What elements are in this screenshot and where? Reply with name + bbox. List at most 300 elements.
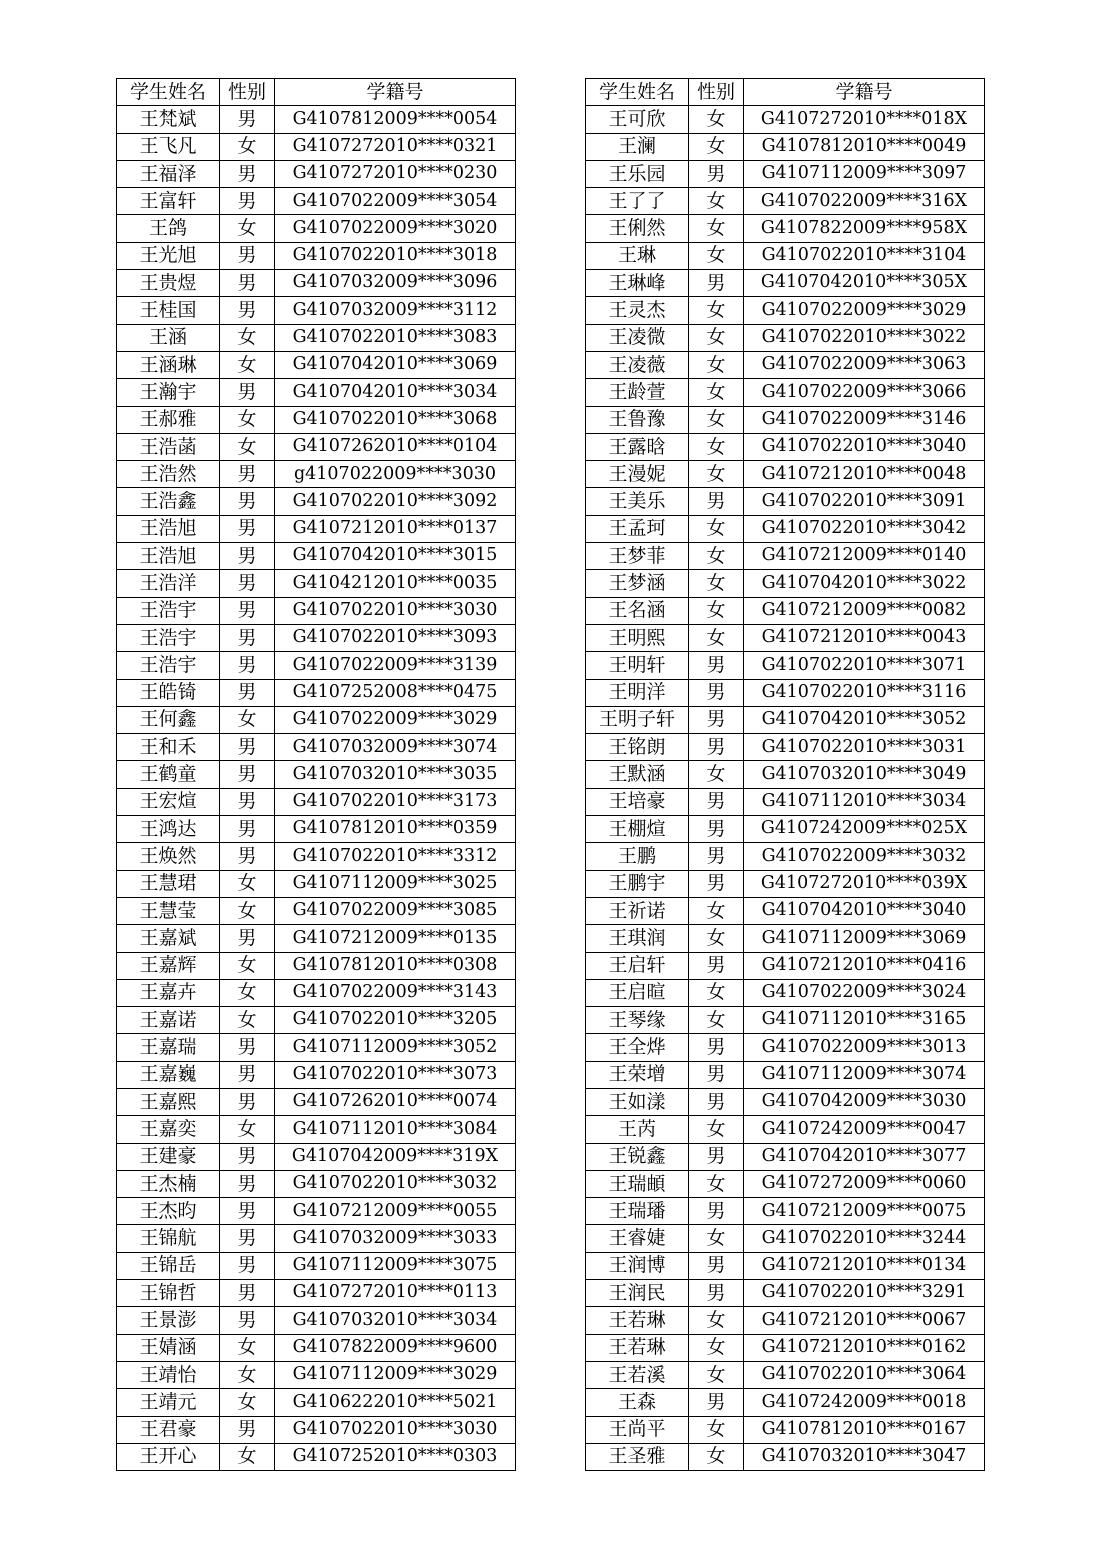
table-row [117, 1061, 516, 1088]
gender-cell: 男 [220, 379, 275, 406]
student-name-cell: 王慧珺 [117, 870, 220, 897]
student-id-cell: G4107022009****3020 [275, 215, 516, 242]
student-id-cell: G4107022010****3291 [744, 1280, 985, 1307]
table-row [117, 788, 516, 815]
table-row [586, 1334, 985, 1361]
student-name-cell: 王慧莹 [117, 897, 220, 924]
student-name-cell: 王尚平 [586, 1416, 689, 1443]
student-id-cell: G4107112009****3069 [744, 925, 985, 952]
gender-cell: 男 [220, 1307, 275, 1334]
student-id-cell: G4107242009****0018 [744, 1389, 985, 1416]
table-row [117, 543, 516, 570]
table-row [586, 515, 985, 542]
gender-cell: 男 [220, 788, 275, 815]
student-name-cell: 王凌微 [586, 324, 689, 351]
student-name-cell: 王郝雅 [117, 406, 220, 433]
gender-cell: 女 [689, 133, 744, 160]
student-id-cell: G4107022009****3066 [744, 379, 985, 406]
table-row [117, 706, 516, 733]
student-id-cell: G4107812010****0049 [744, 133, 985, 160]
student-id-cell: G4107042010****305X [744, 270, 985, 297]
student-id-cell: G4106222010****5021 [275, 1389, 516, 1416]
student-id-cell: G4107212009****0082 [744, 597, 985, 624]
table-row [117, 1088, 516, 1115]
student-id-cell: G4107022010****3068 [275, 406, 516, 433]
student-id-cell: G4107272010****0321 [275, 133, 516, 160]
table-row [117, 979, 516, 1006]
table-row [117, 652, 516, 679]
student-name-cell: 王嘉瑞 [117, 1034, 220, 1061]
student-name-cell: 王鹏 [586, 843, 689, 870]
student-name-cell: 王杰楠 [117, 1170, 220, 1197]
student-name-cell: 王靖元 [117, 1389, 220, 1416]
table-row [117, 1280, 516, 1307]
student-name-cell: 王如漾 [586, 1088, 689, 1115]
student-name-cell: 王荣增 [586, 1061, 689, 1088]
student-name-cell: 王凌薇 [586, 351, 689, 378]
gender-cell: 女 [689, 515, 744, 542]
table-row [117, 1334, 516, 1361]
gender-cell: 男 [689, 952, 744, 979]
table-row [586, 1061, 985, 1088]
table-row [117, 1361, 516, 1388]
table-row [586, 570, 985, 597]
student-name-cell: 王涵琳 [117, 351, 220, 378]
student-name-cell: 王棚煊 [586, 816, 689, 843]
student-id-cell: G4107112010****3165 [744, 1007, 985, 1034]
student-name-cell: 王琳峰 [586, 270, 689, 297]
gender-cell: 女 [220, 1443, 275, 1470]
gender-cell: 男 [220, 843, 275, 870]
student-id-cell: G4107022009****3024 [744, 979, 985, 1006]
student-id-cell: G4107022010****3092 [275, 488, 516, 515]
gender-cell: 男 [220, 1143, 275, 1170]
student-name-cell: 王浩旭 [117, 543, 220, 570]
student-name-cell: 王了了 [586, 188, 689, 215]
student-name-cell: 王浩鑫 [117, 488, 220, 515]
table-row [586, 1143, 985, 1170]
student-id-cell: G4107042010****3022 [744, 570, 985, 597]
gender-cell: 男 [220, 160, 275, 187]
student-name-cell: 王若溪 [586, 1361, 689, 1388]
table-row [117, 461, 516, 488]
student-id-cell: G4107022010****3091 [744, 488, 985, 515]
gender-cell: 女 [220, 133, 275, 160]
student-id-cell: G4107022010****3244 [744, 1225, 985, 1252]
student-name-cell: 王培豪 [586, 788, 689, 815]
student-name-cell: 王浩宇 [117, 652, 220, 679]
gender-cell: 女 [220, 406, 275, 433]
gender-cell: 女 [689, 1334, 744, 1361]
student-id-cell: G4107822009****9600 [275, 1334, 516, 1361]
student-id-cell: G4107032009****3112 [275, 297, 516, 324]
table-row [117, 897, 516, 924]
table-row [586, 1198, 985, 1225]
student-name-cell: 王启暄 [586, 979, 689, 1006]
student-name-cell: 王浩宇 [117, 597, 220, 624]
table-row [117, 952, 516, 979]
student-name-cell: 王景澎 [117, 1307, 220, 1334]
student-id-cell: G4107042010****3040 [744, 897, 985, 924]
table-row [117, 215, 516, 242]
student-name-cell: 王嘉诺 [117, 1007, 220, 1034]
table-row [117, 106, 516, 133]
table-row [117, 1389, 516, 1416]
table-row [117, 1252, 516, 1279]
student-name-cell: 王皓锜 [117, 679, 220, 706]
student-id-cell: G4107212010****0048 [744, 461, 985, 488]
student-name-cell: 王嘉斌 [117, 925, 220, 952]
gender-cell: 女 [689, 188, 744, 215]
gender-cell: 男 [220, 270, 275, 297]
table-row [586, 734, 985, 761]
student-name-cell: 王鹏宇 [586, 870, 689, 897]
table-row [117, 597, 516, 624]
table-row [117, 734, 516, 761]
student-table-left [116, 78, 516, 1471]
student-name-cell: 王锦航 [117, 1225, 220, 1252]
student-name-cell: 王宏煊 [117, 788, 220, 815]
table-row [586, 433, 985, 460]
table-row [117, 624, 516, 651]
student-id-cell: G4107032010****3034 [275, 1307, 516, 1334]
student-id-cell: G4107812009****0054 [275, 106, 516, 133]
gender-cell: 男 [220, 624, 275, 651]
student-id-cell: G4107042010****3069 [275, 351, 516, 378]
student-name-cell: 王森 [586, 1389, 689, 1416]
gender-cell: 男 [220, 679, 275, 706]
student-id-cell: G4107022010****3312 [275, 843, 516, 870]
student-id-cell: G4107212009****0055 [275, 1198, 516, 1225]
student-name-cell: 王启轩 [586, 952, 689, 979]
gender-cell: 女 [220, 215, 275, 242]
student-name-cell: 王芮 [586, 1116, 689, 1143]
gender-cell: 男 [220, 734, 275, 761]
student-name-cell: 王锦哲 [117, 1280, 220, 1307]
gender-cell: 男 [689, 1034, 744, 1061]
student-name-cell: 王梵斌 [117, 106, 220, 133]
gender-cell: 男 [220, 570, 275, 597]
table-row [586, 270, 985, 297]
table-row [117, 843, 516, 870]
student-name-cell: 王明子轩 [586, 706, 689, 733]
student-id-cell: G4107022009****3054 [275, 188, 516, 215]
gender-cell: 男 [220, 488, 275, 515]
student-name-cell: 王婧涵 [117, 1334, 220, 1361]
student-name-cell: 王君豪 [117, 1416, 220, 1443]
student-id-cell: G4107022009****3032 [744, 843, 985, 870]
student-name-cell: 王富轩 [117, 188, 220, 215]
student-name-cell: 王龄萱 [586, 379, 689, 406]
gender-cell: 男 [689, 843, 744, 870]
student-name-cell: 王嘉熙 [117, 1088, 220, 1115]
table-row [586, 106, 985, 133]
student-name-cell: 王鹤童 [117, 761, 220, 788]
gender-cell: 女 [689, 215, 744, 242]
student-id-cell: G4107262010****0074 [275, 1088, 516, 1115]
student-id-cell: G4107212010****0137 [275, 515, 516, 542]
gender-cell: 女 [689, 597, 744, 624]
header-student-id: 学籍号 [744, 79, 985, 106]
table-row [586, 160, 985, 187]
table-row [117, 1170, 516, 1197]
gender-cell: 男 [689, 1198, 744, 1225]
table-row [117, 570, 516, 597]
student-id-cell: G4107112010****3034 [744, 788, 985, 815]
student-id-cell: G4107252008****0475 [275, 679, 516, 706]
student-name-cell: 王浩然 [117, 461, 220, 488]
gender-cell: 男 [220, 925, 275, 952]
gender-cell: 女 [220, 324, 275, 351]
student-id-cell: G4107212010****0162 [744, 1334, 985, 1361]
table-row [586, 624, 985, 651]
gender-cell: 女 [689, 379, 744, 406]
student-name-cell: 王飞凡 [117, 133, 220, 160]
table-row [586, 1307, 985, 1334]
table-row [117, 1007, 516, 1034]
table-row [586, 242, 985, 269]
gender-cell: 女 [689, 979, 744, 1006]
student-name-cell: 王浩洋 [117, 570, 220, 597]
gender-cell: 女 [220, 433, 275, 460]
table-row [117, 1034, 516, 1061]
student-id-cell: G4107272010****0230 [275, 160, 516, 187]
table-row [586, 379, 985, 406]
student-id-cell: G4107212009****0075 [744, 1198, 985, 1225]
gender-cell: 女 [220, 870, 275, 897]
student-id-cell: G4107022009****3143 [275, 979, 516, 1006]
gender-cell: 女 [689, 543, 744, 570]
gender-cell: 男 [689, 488, 744, 515]
student-name-cell: 王祈诺 [586, 897, 689, 924]
gender-cell: 女 [689, 106, 744, 133]
gender-cell: 男 [220, 1061, 275, 1088]
table-row [586, 870, 985, 897]
student-id-cell: G4107042010****3015 [275, 543, 516, 570]
student-name-cell: 王圣雅 [586, 1443, 689, 1470]
gender-cell: 男 [220, 1170, 275, 1197]
student-id-cell: G4107212010****0134 [744, 1252, 985, 1279]
gender-cell: 女 [220, 1389, 275, 1416]
table-row [586, 706, 985, 733]
table-row [586, 788, 985, 815]
table-row [586, 215, 985, 242]
student-name-cell: 王可欣 [586, 106, 689, 133]
table-row [586, 1416, 985, 1443]
gender-cell: 女 [689, 1307, 744, 1334]
student-id-cell: G4107032009****3074 [275, 734, 516, 761]
student-id-cell: G4107112009****3029 [275, 1361, 516, 1388]
student-name-cell: 王梦涵 [586, 570, 689, 597]
header-gender: 性别 [220, 79, 275, 106]
student-name-cell: 王明轩 [586, 652, 689, 679]
table-row [586, 488, 985, 515]
student-id-cell: G4107272010****018X [744, 106, 985, 133]
student-name-cell: 王梦菲 [586, 543, 689, 570]
student-id-cell: G4107022010****3030 [275, 1416, 516, 1443]
student-id-cell: G4107022010****3083 [275, 324, 516, 351]
table-row [586, 925, 985, 952]
gender-cell: 男 [220, 1198, 275, 1225]
table-row [117, 1307, 516, 1334]
header-gender: 性别 [689, 79, 744, 106]
gender-cell: 男 [220, 761, 275, 788]
student-name-cell: 王润博 [586, 1252, 689, 1279]
student-name-cell: 王露晗 [586, 433, 689, 460]
gender-cell: 女 [689, 324, 744, 351]
table-row [117, 133, 516, 160]
student-id-cell: G4107272010****0113 [275, 1280, 516, 1307]
student-name-cell: 王和禾 [117, 734, 220, 761]
table-row [586, 1088, 985, 1115]
gender-cell: 女 [689, 433, 744, 460]
table-row [117, 1198, 516, 1225]
table-row [586, 188, 985, 215]
table-row [117, 433, 516, 460]
gender-cell: 女 [689, 1007, 744, 1034]
table-header-row [586, 79, 985, 106]
gender-cell: 男 [689, 270, 744, 297]
student-id-cell: G4107022009****3146 [744, 406, 985, 433]
student-id-cell: G4107272010****039X [744, 870, 985, 897]
table-row [586, 816, 985, 843]
table-row [117, 1443, 516, 1470]
student-name-cell: 王澜 [586, 133, 689, 160]
gender-cell: 女 [220, 897, 275, 924]
student-table-right [585, 78, 985, 1471]
table-row [117, 761, 516, 788]
student-id-cell: G4107812010****0359 [275, 816, 516, 843]
gender-cell: 女 [220, 979, 275, 1006]
gender-cell: 男 [689, 652, 744, 679]
table-row [586, 324, 985, 351]
student-name-cell: 王靖怡 [117, 1361, 220, 1388]
table-row [586, 679, 985, 706]
student-name-cell: 王浩菡 [117, 433, 220, 460]
student-id-cell: G4107022009****3085 [275, 897, 516, 924]
student-id-cell: G4107022009****3139 [275, 652, 516, 679]
table-row [117, 515, 516, 542]
table-row [117, 679, 516, 706]
table-row [586, 843, 985, 870]
table-row [586, 1116, 985, 1143]
table-row [586, 761, 985, 788]
student-name-cell: 王嘉奕 [117, 1116, 220, 1143]
gender-cell: 男 [220, 297, 275, 324]
table-row [586, 897, 985, 924]
student-id-cell: G4107032009****3033 [275, 1225, 516, 1252]
student-id-cell: G4107022010****3042 [744, 515, 985, 542]
student-name-cell: 王琳 [586, 242, 689, 269]
gender-cell: 男 [689, 816, 744, 843]
gender-cell: 男 [220, 1034, 275, 1061]
table-row [117, 1225, 516, 1252]
gender-cell: 男 [689, 679, 744, 706]
student-name-cell: 王桂国 [117, 297, 220, 324]
table-row [117, 324, 516, 351]
table-row [117, 870, 516, 897]
student-id-cell: G4107812010****0167 [744, 1416, 985, 1443]
student-id-cell: G4107022010****3040 [744, 433, 985, 460]
table-row [117, 1143, 516, 1170]
student-id-cell: G4107022009****3029 [744, 297, 985, 324]
header-student-name: 学生姓名 [586, 79, 689, 106]
student-id-cell: G4107112010****3084 [275, 1116, 516, 1143]
table-row [117, 297, 516, 324]
student-id-cell: G4107272009****0060 [744, 1170, 985, 1197]
table-row [586, 351, 985, 378]
student-id-cell: G4107022009****3063 [744, 351, 985, 378]
gender-cell: 男 [689, 1061, 744, 1088]
student-name-cell: 王锦岳 [117, 1252, 220, 1279]
student-id-cell: G4107022009****3029 [275, 706, 516, 733]
student-name-cell: 王何鑫 [117, 706, 220, 733]
student-name-cell: 王美乐 [586, 488, 689, 515]
table-row [117, 925, 516, 952]
student-id-cell: G4107022009****316X [744, 188, 985, 215]
student-id-cell: G4107022010****3173 [275, 788, 516, 815]
table-row [586, 461, 985, 488]
student-id-cell: G4107022010****3116 [744, 679, 985, 706]
student-name-cell: 王明洋 [586, 679, 689, 706]
student-id-cell: G4107212010****0067 [744, 1307, 985, 1334]
student-name-cell: 王铭朗 [586, 734, 689, 761]
gender-cell: 男 [220, 1225, 275, 1252]
gender-cell: 男 [220, 816, 275, 843]
gender-cell: 男 [220, 597, 275, 624]
student-name-cell: 王乐园 [586, 160, 689, 187]
student-id-cell: G4107042009****3030 [744, 1088, 985, 1115]
table-row [117, 188, 516, 215]
student-name-cell: 王瑞璠 [586, 1198, 689, 1225]
student-id-cell: G4107042010****3034 [275, 379, 516, 406]
student-name-cell: 王瀚宇 [117, 379, 220, 406]
student-id-cell: G4107812010****0308 [275, 952, 516, 979]
student-id-cell: G4107212009****0135 [275, 925, 516, 952]
table-row [117, 242, 516, 269]
table-row [117, 816, 516, 843]
table-row [586, 406, 985, 433]
gender-cell: 男 [689, 706, 744, 733]
gender-cell: 男 [220, 515, 275, 542]
gender-cell: 男 [220, 242, 275, 269]
student-name-cell: 王明熙 [586, 624, 689, 651]
student-name-cell: 王嘉巍 [117, 1061, 220, 1088]
gender-cell: 女 [689, 1416, 744, 1443]
student-name-cell: 王杰昀 [117, 1198, 220, 1225]
student-name-cell: 王睿婕 [586, 1225, 689, 1252]
student-name-cell: 王焕然 [117, 843, 220, 870]
gender-cell: 男 [689, 1280, 744, 1307]
table-row [586, 597, 985, 624]
table-row [586, 652, 985, 679]
table-row [586, 543, 985, 570]
table-row [586, 1361, 985, 1388]
student-id-cell: G4104212010****0035 [275, 570, 516, 597]
student-id-cell: G4107042010****3077 [744, 1143, 985, 1170]
student-id-cell: G4107022010****3018 [275, 242, 516, 269]
gender-cell: 男 [689, 160, 744, 187]
gender-cell: 女 [689, 570, 744, 597]
gender-cell: 女 [689, 242, 744, 269]
student-id-cell: G4107032010****3035 [275, 761, 516, 788]
student-name-cell: 王嘉卉 [117, 979, 220, 1006]
student-name-cell: 王漫妮 [586, 461, 689, 488]
student-id-cell: G4107022010****3071 [744, 652, 985, 679]
gender-cell: 男 [220, 188, 275, 215]
student-id-cell: G4107112009****3074 [744, 1061, 985, 1088]
table-row [586, 952, 985, 979]
